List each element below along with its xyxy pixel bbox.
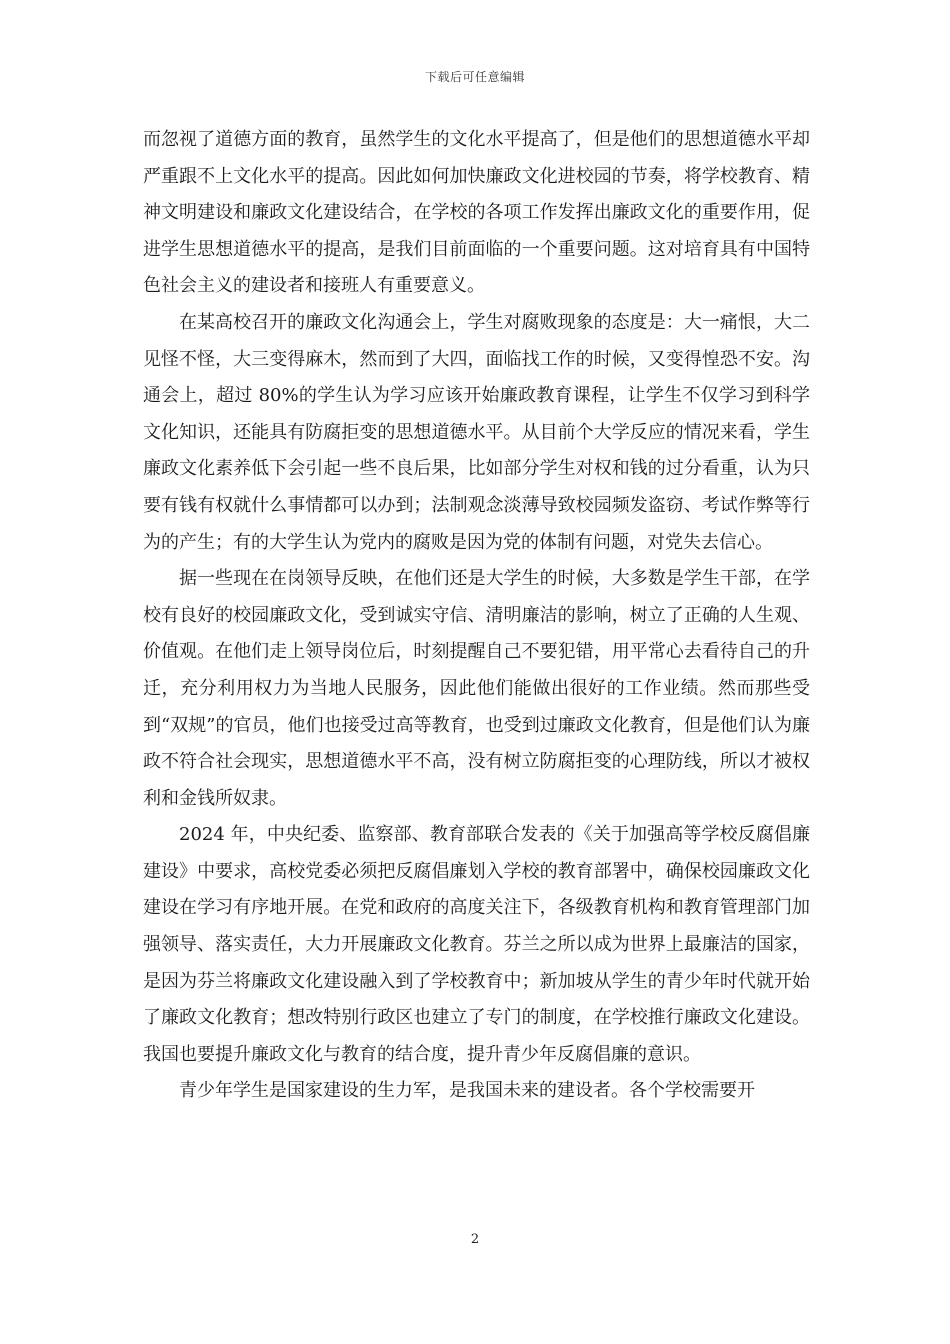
page-header: 下载后可任意编辑 xyxy=(424,70,525,84)
page-number: 2 xyxy=(470,1232,480,1247)
paragraph: 青少年学生是国家建设的生力军，是我国未来的建设者。各个学校需要开 xyxy=(179,1080,755,1102)
document-body xyxy=(143,122,810,1110)
paragraph: 据一些现在在岗领导反映，在他们还是大学生的时候，大多数是学生干部，在学校有良好的校园廉政文化，受到诚实守信、清明廉洁的影响，树立了正确的人生观、价值观。在他们走上领导岗位后，时刻提醒自己不要犯错，用平常心去看待自己的升迁，充分利用权力为当地人民服务，因此他们能做出很好的工作业绩。然而那些受到“双规”的官员，他们也接受过高等教育，也受到过廉政文化教育，但是他们认为廉政不符合社会现实，思想道德水平不高，没有树立防腐拒变的心理防线，所以才被权利和金钱所奴隶。 xyxy=(143,568,810,809)
paragraph-continuation: 而忽视了道德方面的教育，虽然学生的文化水平提高了，但是他们的思想道德水平却严重跟不上文化水平的提高。因此如何加快廉政文化进校园的节奏，将学校教育、精神文明建设和廉政文化建设结合，在学校的各项工作发挥出廉政文化的重要作用，促进学生思想道德水平的提高，是我们目前面临的一个重要问题。这对培育具有中国特色社会主义的建设者和接班人有重要意义。 xyxy=(143,129,810,297)
paragraph: 2024 年，中央纪委、监察部、教育部联合发表的《关于加强高等学校反腐倡廉建设》中要求，高校党委必须把反腐倡廉划入学校的教育部署中，确保校园廉政文化建设在学习有序地开展。在党和政府的高度关注下，各级教育机构和教育管理部门加强领导、落实责任，大力开展廉政文化教育。芬兰之所以成为世界上最廉洁的国家，是因为芬兰将廉政文化建设融入到了学校教育中；新加坡从学生的青少年时代就开始了廉政文化教育；想改特别行政区也建立了专门的制度，在学校推行廉政文化建设。我国也要提升廉政文化与教育的结合度，提升青少年反腐倡廉的意识。 xyxy=(143,824,810,1065)
paragraph: 在某高校召开的廉政文化沟通会上，学生对腐败现象的态度是：大一痛恨，大二见怪不怪，大三变得麻木，然而到了大四，面临找工作的时候，又变得惶恐不安。沟通会上，超过 80%的学生认为学习应该开始廉政教育课程，让学生不仅学习到科学文化知识，还能具有防腐拒变的思想道德水平。从目前个大学反应的情况来看，学生廉政文化素养低下会引起一些不良后果，比如部分学生对权和钱的过分看重，认为只要有钱有权就什么事情都可以办到；法制观念淡薄导致校园频发盗窃、考试作弊等行为的产生；有的大学生认为党内的腐败是因为党的体制有问题，对党失去信心。 xyxy=(143,311,810,553)
